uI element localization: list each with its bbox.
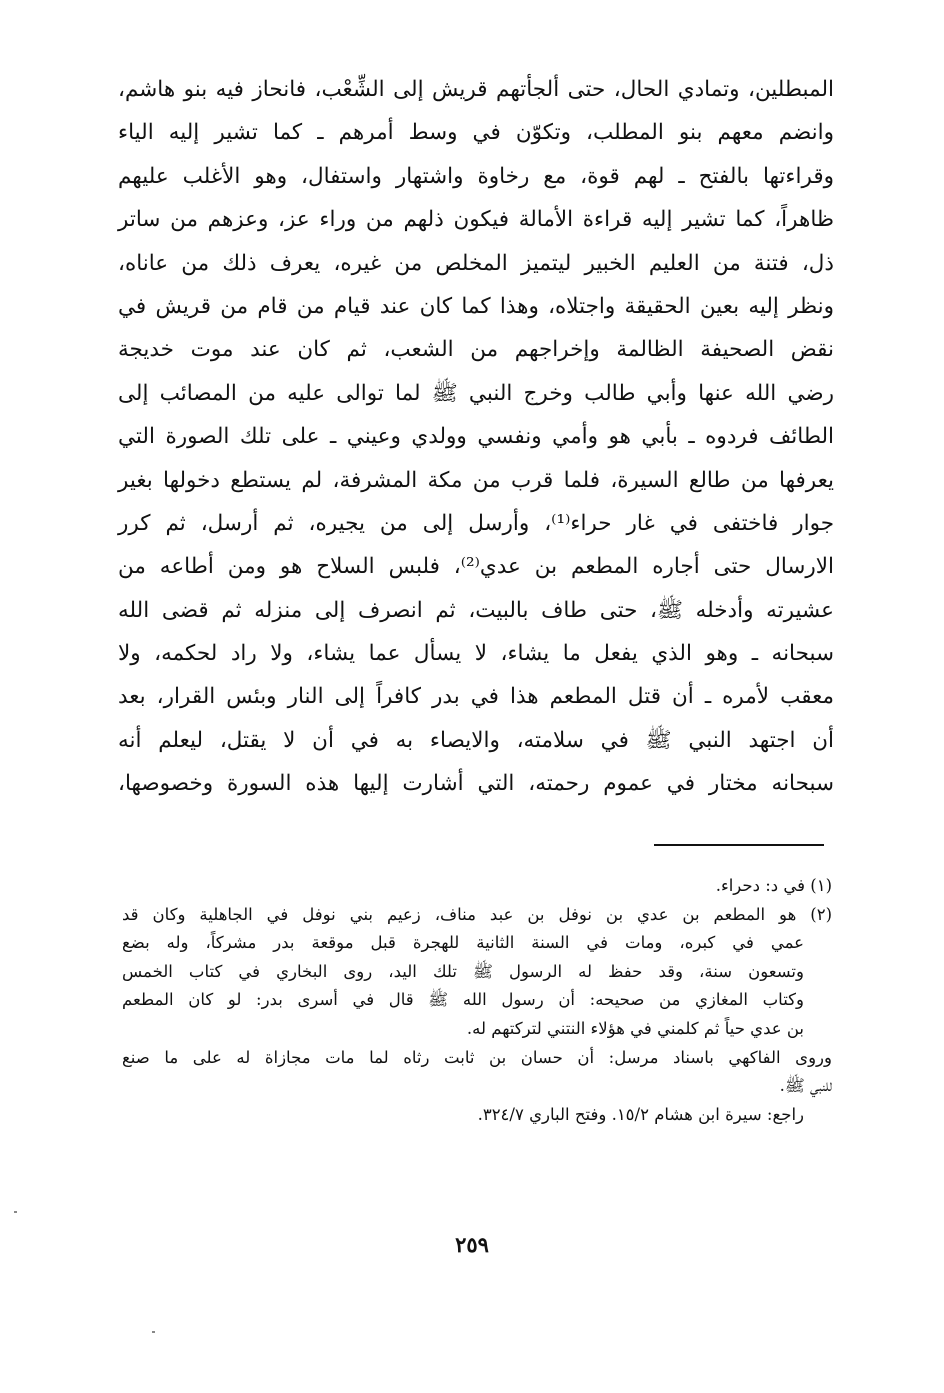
text-line: ظاهراً، كما تشير إليه قراءة الأمالة فيكون ذلهم من وراء عز، وعزهم من ساتر [118, 207, 834, 233]
footnote-2-line: عمي في كبره، ومات في السنة الثانية للهجرة قبل موقعة بدر مشركاً، وله بضع [122, 933, 804, 953]
text-line: المبطلين، وتمادي الحال، حتى ألجأتهم قريش إلى الشِّعْب، فانحاز فيه بنو هاشم، [118, 77, 834, 102]
main-text-body [118, 68, 834, 806]
text-line: رضي الله عنها وأبي طالب وخرج النبي ﷺ لما توالى عليه من المصائب إلى [118, 380, 834, 406]
footnote-separator [654, 844, 824, 846]
text-line: معقب لأمره ـ أن قتل المطعم هذا في بدر كافراً إلى النار وبئس القرار، بعد [118, 684, 834, 710]
text-line: وانضم معهم بنو المطلب، وتكوّن في وسط أمرهم ـ كما تشير إليه الياء [118, 120, 834, 146]
scan-speck [152, 1331, 155, 1333]
footnote-2-line: وكتاب المغازي من صحيحه: أن رسول الله ﷺ قال في أسرى بدر: لو كان المطعم [122, 990, 804, 1010]
text-line: الطائف فردوه ـ بأبي هو وأمي ونفسي وولدي وعيني ـ على تلك الصورة التي [118, 424, 834, 450]
text-line: نقض الصحيفة الظالمة وإخراجهم من الشعب، ثم كان عند موت خديجة [118, 337, 834, 363]
text-line: ذل، فتنة من العليم الخبير ليتميز المخلص من غيره، يعرف ذلك من عاناه، [118, 250, 834, 276]
footnote-2-line: وتسعون سنة، وقد حفظ له الرسول ﷺ تلك اليد، روى البخاري في كتاب الخمس [122, 961, 804, 981]
text-line: عشيرته وأدخله ﷺ، حتى طاف بالبيت، ثم انصرف إلى منزله ثم قضى الله [118, 597, 834, 623]
text-line: وقراءتها بالفتح ـ لهم قوة، مع رخاوة واشتهار واستفال، وهو الأغلب عليهم [118, 163, 834, 189]
footnote-2-line: (٢) هو المطعم بن عدي بن نوفل بن عبد مناف، زعيم بني نوفل في الجاهلية وكان قد [122, 904, 832, 924]
footnote-fakihi-line: للنبي ﷺ. [779, 1076, 832, 1096]
footnote-2-line: بن عدي حياً ثم كلمني في هؤلاء النتني لتركتهم له. [466, 1018, 804, 1038]
footnote-reference: راجع: سيرة ابن هشام ١٥/٢. وفتح الباري ٣٢٤/٧. [477, 1104, 804, 1124]
text-line: ونظر إليه بعين الحقيقة واجتلاه، وهذا كما كان عند قيام من قام من قريش في [118, 293, 834, 319]
footnote-fakihi-line: وروى الفاكهي باسناد مرسل: أن حسان بن ثابت رثاه لما مات مجازاة له على ما صنع [122, 1047, 832, 1067]
text-line: يعرفها من طالع السيرة، فلما قرب من مكة المشرفة، لم يستطع دخولها بغير [118, 467, 834, 493]
footnotes-section [122, 872, 832, 1129]
text-line: أن اجتهد النبي ﷺ في سلامته، والايصاء به في أن لا يقتل، ليعلم أنه [118, 727, 834, 753]
footnote-1: (١) في د: دحراء. [715, 876, 832, 895]
text-line: سبحانه ـ وهو الذي يفعل ما يشاء، لا يسأل عما يشاء، ولا راد لحكمه، ولا [118, 641, 834, 667]
text-line: سبحانه مختار في عموم رحمته، التي أشارت إليها هذه السورة وخصوصها، [118, 771, 834, 797]
text-line: الارسال حتى أجاره المطعم بن عدي⁽²⁾، فلبس السلاح هو ومن أطاعه من [118, 554, 835, 580]
text-line: جوار فاختفى في غار حراء⁽¹⁾، وأرسل إلى من يجيره، ثم أرسل، ثم كرر [118, 510, 834, 536]
scan-speck [14, 1211, 17, 1213]
page-number: ٢٥٩ [455, 1232, 489, 1257]
